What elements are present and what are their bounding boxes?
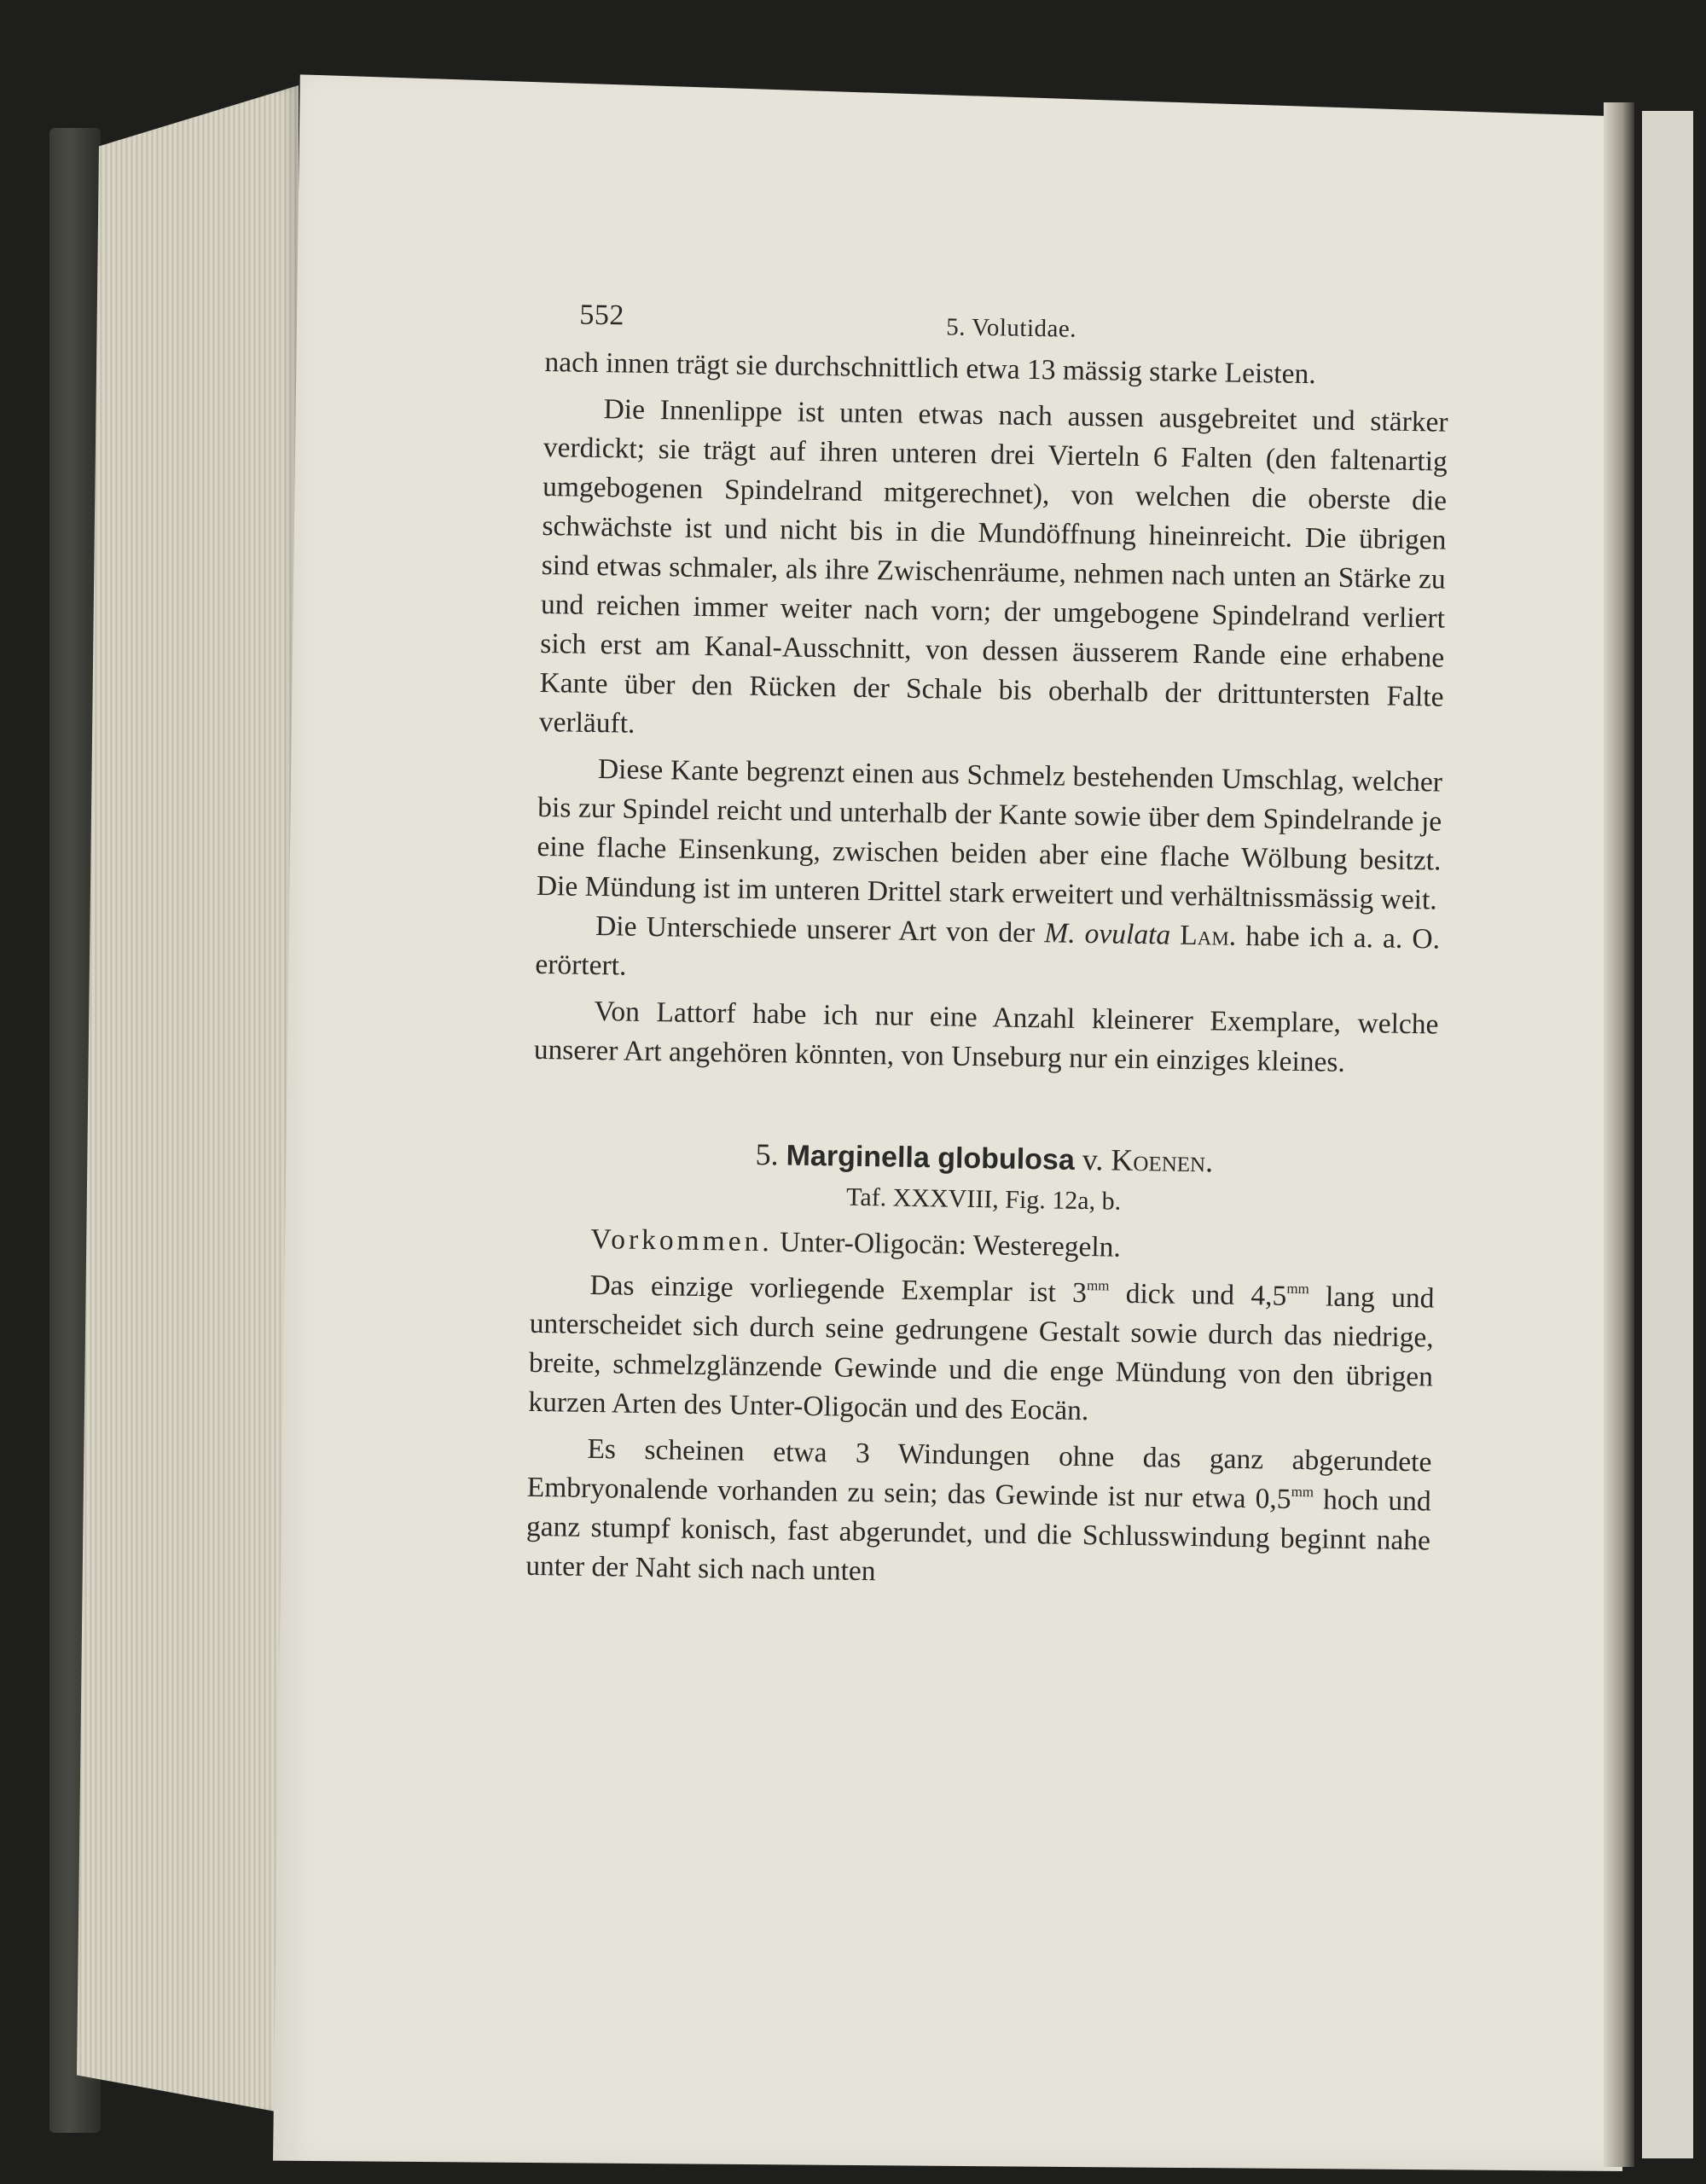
paragraph: nach innen trägt sie durchschnittlich etwa 13 mässig starke Leisten. (544, 346, 1316, 391)
running-head: 5. Volutidae. (945, 313, 1077, 343)
paragraph: Die Innenlippe ist unten etwas nach aussen ausgebreitet und stärker verdickt; sie trägt auf ihren unteren drei Vierteln 6 Falten (den faltenartig umgebogenen Spindelrand mitgerechnet), von welchen die oberste die schwächste ist und nicht bis in die Mundöffnung hineinreicht. Die übrigen sind etwas schmaler, als ihre Zwischenräume, nehmen nach unten an Stärke zu und reichen immer weiter nach vorn; der umgebogene Spindelrand verliert sich erst am Kanal-Ausschnitt, von dessen äusserem Rande eine erhabene Kante über den Rücken der Schale bis oberhalb der drittuntersten Falte verläuft. (538, 393, 1448, 740)
page-number: 552 (579, 299, 625, 332)
text: lang und unterscheidet sich durch seine gedrungene Gestalt sowie durch das niedrige, breite, schmelzglänzende Gewinde und die enge Mündung von den übrigen kurzen Arten des Unter-Oligocän und des Eocän. (528, 1281, 1435, 1427)
section-number: 5. (755, 1136, 779, 1172)
paragraph: Diese Kante begrenzt einen aus Schmelz bestehenden Umschlag, welcher bis zur Spindel reicht und unterhalb der Kante sowie über dem Spindelrande je eine flache Einsenkung, zwischen beiden aber eine flache Wölbung besitzt. Die Mündung ist im unteren Drittel stark erweitert und verhältnissmässig weit. (536, 753, 1443, 916)
text: habe ich a. a. O. erörtert. (535, 920, 1441, 982)
occurrence-label: Vorkommen. (590, 1223, 774, 1258)
species-name: M. ovulata (1044, 917, 1171, 951)
page-text (525, 282, 1450, 1600)
plate-reference: Taf. XXXVIII, Fig. 12a, b. (845, 1182, 1122, 1216)
unit: mm (1086, 1277, 1110, 1294)
unit: mm (1286, 1280, 1310, 1298)
author-name: Lam. (1180, 919, 1237, 952)
paragraph (535, 906, 1440, 999)
book-gutter (1604, 102, 1634, 2167)
author-name: Koenen. (1111, 1142, 1214, 1179)
occurrence-line (531, 1219, 1436, 1273)
text: dick und 4,5 (1109, 1277, 1287, 1312)
author-prefix: v. (1082, 1142, 1104, 1177)
text: Die Unterschiede unserer Art von der (595, 910, 1045, 950)
facing-page-edge (1642, 111, 1693, 2158)
paragraph: Von Lattorf habe ich nur eine Anzahl kleinerer Exemplare, welche unserer Art angehören könnten, von Unseburg nur ein einziges kleines. (533, 995, 1439, 1078)
unit: mm (1291, 1483, 1314, 1501)
page-edges (77, 85, 299, 2116)
occurrence-value: Unter-Oligocän: Westeregeln. (779, 1226, 1122, 1263)
species-title: Marginella globulosa (786, 1139, 1076, 1176)
paragraph (525, 1429, 1432, 1600)
text: Das einzige vorliegende Exemplar ist 3 (589, 1269, 1088, 1310)
text: hoch und ganz stumpf konisch, fast abgerundet, und die Schlusswindung beginnt nahe unter der Naht sich nach unten (525, 1484, 1431, 1588)
paragraph (528, 1265, 1435, 1437)
text: Es scheinen etwa 3 Windungen ohne das ganz abgerundete Embryonalende vorhanden zu sein; das Gewinde ist nur etwa 0,5 (526, 1432, 1432, 1515)
